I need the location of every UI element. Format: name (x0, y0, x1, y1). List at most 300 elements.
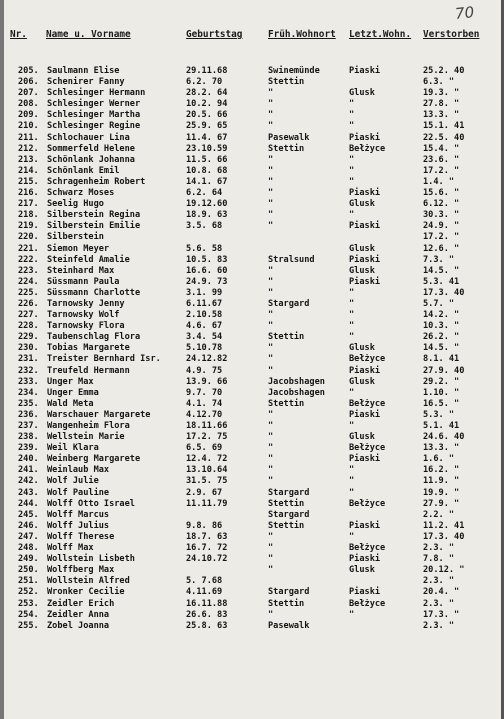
record-number: 223. (18, 265, 39, 276)
record-death-date: 2.3. " (423, 598, 455, 609)
record-last-residence: Piaski (349, 276, 381, 287)
record-number: 254. (18, 609, 39, 620)
record-number: 253. (18, 598, 39, 609)
record-death-date: 13.3. " (423, 110, 460, 121)
record-death-date: 6.3. " (423, 77, 455, 88)
record-name: Wolff Julius (47, 520, 110, 531)
record-name: Wolffberg Max (47, 565, 115, 576)
record-name: Wollstein Alfred (47, 576, 130, 587)
record-name: Weil Klara (47, 443, 99, 454)
record-death-date: 2.3. " (423, 620, 455, 631)
record-number: 243. (18, 487, 39, 498)
record-former-residence: " (268, 531, 274, 542)
record-death-date: 16.5. " (423, 398, 460, 409)
record-name: Schlesinger Regine (47, 121, 141, 132)
table-row (0, 532, 504, 543)
record-number: 239. (18, 443, 39, 454)
record-number: 219. (18, 221, 39, 232)
record-last-residence: Glusk (349, 88, 375, 99)
record-name: Steinhard Max (47, 265, 115, 276)
table-row (0, 554, 504, 565)
record-birthdate: 17.2. 75 (186, 432, 228, 443)
table-row (0, 510, 504, 521)
record-former-residence: " (268, 88, 274, 99)
record-last-residence: " (349, 332, 355, 343)
record-name: Zeidler Erich (47, 598, 115, 609)
record-death-date: 17.3. " (423, 609, 460, 620)
table-row (0, 521, 504, 532)
record-death-date: 27.8. " (423, 99, 460, 110)
record-last-residence: " (349, 165, 355, 176)
record-death-date: 5.3. " (423, 409, 455, 420)
record-death-date: 27.9. " (423, 498, 460, 509)
record-last-residence: Bełżyce (349, 498, 386, 509)
record-former-residence: " (268, 354, 274, 365)
record-name: Wald Meta (47, 398, 94, 409)
record-former-residence: " (268, 443, 274, 454)
record-birthdate: 13.10.64 (186, 465, 228, 476)
record-birthdate: 5.6. 58 (186, 243, 223, 254)
record-birthdate: 19.12.60 (186, 199, 228, 210)
record-name: Wellstein Marie (47, 432, 125, 443)
record-death-date: 1.10. " (423, 387, 460, 398)
record-number: 225. (18, 287, 39, 298)
record-last-residence: Piaski (349, 587, 381, 598)
record-birthdate: 12.4. 72 (186, 454, 228, 465)
record-name: Schönlank Johanna (47, 154, 135, 165)
record-death-date: 23.6. " (423, 154, 460, 165)
record-number: 249. (18, 554, 39, 565)
record-number: 240. (18, 454, 39, 465)
record-birthdate: 3.4. 54 (186, 332, 223, 343)
record-name: Schlochauer Lina (47, 132, 130, 143)
table-row (0, 587, 504, 598)
record-birthdate: 18.9. 63 (186, 210, 228, 221)
record-number: 244. (18, 498, 39, 509)
record-birthdate: 16.7. 72 (186, 543, 228, 554)
table-row (0, 266, 504, 277)
record-former-residence: " (268, 221, 274, 232)
record-last-residence: " (349, 154, 355, 165)
record-number: 248. (18, 543, 39, 554)
record-death-date: 29.2. " (423, 376, 460, 387)
record-number: 209. (18, 110, 39, 121)
record-birthdate: 4.1. 74 (186, 398, 223, 409)
record-death-date: 17.3. 40 (423, 531, 465, 542)
record-last-residence: Piaski (349, 520, 381, 531)
record-former-residence: Stettin (268, 332, 305, 343)
record-birthdate: 25.8. 63 (186, 620, 228, 631)
record-former-residence: " (268, 432, 274, 443)
record-last-residence: Bełżyce (349, 598, 386, 609)
record-former-residence: Stettin (268, 598, 305, 609)
table-row (0, 288, 504, 299)
record-number: 229. (18, 332, 39, 343)
record-last-residence: " (349, 176, 355, 187)
header-letzt-wohn: Letzt.Wohn. (349, 29, 412, 40)
record-former-residence: " (268, 365, 274, 376)
record-former-residence: Stettin (268, 143, 305, 154)
record-number: 213. (18, 154, 39, 165)
record-number: 246. (18, 520, 39, 531)
record-number: 205. (18, 66, 39, 76)
record-birthdate: 18.7. 63 (186, 531, 228, 542)
record-death-date: 19.3. " (423, 88, 460, 99)
record-name: Zeidler Anna (47, 609, 110, 620)
record-name: Wolff Therese (47, 531, 115, 542)
record-last-residence: " (349, 531, 355, 542)
table-row (0, 576, 504, 587)
table-row (0, 99, 504, 110)
table-row (0, 221, 504, 232)
record-last-residence: Glusk (349, 376, 375, 387)
record-name: Tarnowsky Flora (47, 321, 125, 332)
record-former-residence: " (268, 287, 274, 298)
record-birthdate: 13.9. 66 (186, 376, 228, 387)
record-last-residence: Glusk (349, 343, 375, 354)
record-name: Taubenschlag Flora (47, 332, 141, 343)
table-row (0, 188, 504, 199)
table-row (0, 366, 504, 377)
record-name: Wollstein Lisbeth (47, 554, 135, 565)
table-row (0, 299, 504, 310)
record-name: Wangenheim Flora (47, 421, 130, 431)
record-number: 222. (18, 254, 39, 265)
record-birthdate: 3.1. 99 (186, 287, 223, 298)
record-birthdate: 29.11.68 (186, 66, 228, 76)
record-last-residence: Glusk (349, 199, 375, 210)
table-row (0, 177, 504, 188)
record-death-date: 7.8. " (423, 554, 455, 565)
record-last-residence: Piaski (349, 188, 381, 199)
record-former-residence: " (268, 310, 274, 321)
record-number: 234. (18, 387, 39, 398)
record-death-date: 13.3. " (423, 443, 460, 454)
record-former-residence: Stettin (268, 77, 305, 88)
record-birthdate: 9.8. 86 (186, 520, 223, 531)
record-former-residence: " (268, 565, 274, 576)
record-number: 211. (18, 132, 39, 143)
record-name: Wronker Cecilie (47, 587, 125, 598)
record-former-residence: " (268, 121, 274, 132)
record-death-date: 22.5. 40 (423, 132, 465, 143)
record-last-residence: Piaski (349, 365, 381, 376)
record-last-residence: Bełżyce (349, 143, 386, 154)
table-row (0, 399, 504, 410)
record-last-residence: " (349, 609, 355, 620)
record-number: 216. (18, 188, 39, 199)
record-birthdate: 6.2. 70 (186, 77, 223, 88)
record-name: Silberstein Emilie (47, 221, 141, 232)
header-geburtstag: Geburtstag (186, 29, 243, 40)
table-row (0, 199, 504, 210)
record-number: 206. (18, 77, 39, 88)
record-number: 241. (18, 465, 39, 476)
record-number: 230. (18, 343, 39, 354)
record-death-date: 30.3. " (423, 210, 460, 221)
record-birthdate: 31.5. 75 (186, 476, 228, 487)
record-last-residence: " (349, 465, 355, 476)
record-name: Tarnowsky Wolf (47, 310, 120, 321)
record-number: 208. (18, 99, 39, 110)
record-former-residence: Stargard (268, 509, 310, 520)
record-former-residence: Stettin (268, 498, 305, 509)
record-last-residence: Bełżyce (349, 398, 386, 409)
record-death-date: 11.9. " (423, 476, 460, 487)
record-birthdate: 28.2. 64 (186, 88, 228, 99)
record-birthdate: 25.9. 65 (186, 121, 228, 132)
record-death-date: 7.3. " (423, 254, 455, 265)
record-death-date: 19.9. " (423, 487, 460, 498)
record-last-residence: Glusk (349, 565, 375, 576)
record-birthdate: 20.5. 66 (186, 110, 228, 121)
record-former-residence: " (268, 465, 274, 476)
record-former-residence: Pasewalk (268, 132, 310, 143)
header-verstorben: Verstorben (423, 29, 480, 40)
record-number: 242. (18, 476, 39, 487)
table-row (0, 621, 504, 632)
record-name: Wolff Marcus (47, 509, 110, 520)
record-birthdate: 11.11.79 (186, 498, 228, 509)
record-name: Sommerfeld Helene (47, 143, 135, 154)
record-death-date: 14.2. " (423, 310, 460, 321)
record-last-residence: Bełżyce (349, 443, 386, 454)
record-death-date: 17.3. 40 (423, 287, 465, 298)
record-last-residence: Piaski (349, 554, 381, 565)
record-number: 235. (18, 398, 39, 409)
record-birthdate: 6.2. 64 (186, 188, 223, 199)
record-name: Steinfeld Amalie (47, 254, 130, 265)
handwritten-page-number: 70 (454, 3, 475, 23)
record-former-residence: " (268, 99, 274, 110)
record-last-residence: " (349, 121, 355, 132)
record-birthdate: 4.12.70 (186, 409, 223, 420)
record-birthdate: 4.9. 75 (186, 365, 223, 376)
record-death-date: 1.6. " (423, 454, 455, 465)
record-number: 227. (18, 310, 39, 321)
record-name: Schenirer Fanny (47, 77, 125, 88)
record-last-residence: " (349, 476, 355, 487)
record-former-residence: " (268, 176, 274, 187)
record-former-residence: Jacobshagen (268, 387, 325, 398)
record-birthdate: 10.8. 68 (186, 165, 228, 176)
record-birthdate: 14.1. 67 (186, 176, 228, 187)
record-former-residence: Stettin (268, 520, 305, 531)
record-name: Silberstein Regina (47, 210, 141, 221)
table-row (0, 499, 504, 510)
header-nr: Nr. (10, 29, 27, 40)
record-former-residence: " (268, 321, 274, 332)
record-birthdate: 4.6. 67 (186, 321, 223, 332)
table-row (0, 443, 504, 454)
record-name: Saulmann Elise (47, 66, 120, 76)
record-number: 218. (18, 210, 39, 221)
record-name: Süssmann Charlotte (47, 287, 141, 298)
record-name: Wolf Julie (47, 476, 99, 487)
record-former-residence: " (268, 188, 274, 199)
record-birthdate: 11.4. 67 (186, 132, 228, 143)
record-former-residence: " (268, 543, 274, 554)
record-name: Zobel Joanna (47, 620, 110, 631)
record-birthdate: 24.12.82 (186, 354, 228, 365)
record-birthdate: 10.5. 83 (186, 254, 228, 265)
record-birthdate: 6.5. 69 (186, 443, 223, 454)
record-death-date: 24.9. " (423, 221, 460, 232)
record-death-date: 11.2. 41 (423, 520, 465, 531)
record-death-date: 2.3. " (423, 543, 455, 554)
table-row (0, 121, 504, 132)
record-name: Siemon Meyer (47, 243, 110, 254)
record-last-residence: Piaski (349, 409, 381, 420)
table-row (0, 210, 504, 221)
record-number: 247. (18, 531, 39, 542)
record-birthdate: 6.11.67 (186, 298, 223, 309)
record-former-residence: " (268, 409, 274, 420)
record-death-date: 12.6. " (423, 243, 460, 254)
record-number: 207. (18, 88, 39, 99)
record-last-residence: Piaski (349, 454, 381, 465)
record-last-residence: Piaski (349, 132, 381, 143)
table-row (0, 543, 504, 554)
record-number: 214. (18, 165, 39, 176)
table-row (0, 421, 504, 432)
record-number: 251. (18, 576, 39, 587)
record-former-residence: " (268, 276, 274, 287)
record-birthdate: 5.10.78 (186, 343, 223, 354)
record-birthdate: 16.6. 60 (186, 265, 228, 276)
header-name: Name u. Vorname (46, 29, 131, 40)
record-birthdate: 9.7. 70 (186, 387, 223, 398)
record-birthdate: 4.11.69 (186, 587, 223, 598)
record-name: Silberstein (47, 232, 104, 243)
table-row (0, 610, 504, 621)
record-death-date: 16.2. " (423, 465, 460, 476)
record-name: Wolf Pauline (47, 487, 110, 498)
record-birthdate: 24.9. 73 (186, 276, 228, 287)
record-former-residence: Swinemünde (268, 66, 320, 76)
table-row (0, 110, 504, 121)
table-row (0, 232, 504, 243)
record-number: 238. (18, 432, 39, 443)
record-last-residence: " (349, 421, 355, 431)
record-former-residence: " (268, 454, 274, 465)
table-row (0, 155, 504, 166)
record-last-residence: Glusk (349, 432, 375, 443)
record-former-residence: " (268, 154, 274, 165)
record-former-residence: " (268, 609, 274, 620)
record-number: 255. (18, 620, 39, 631)
record-birthdate: 18.11.66 (186, 421, 228, 431)
record-death-date: 26.2. " (423, 332, 460, 343)
record-birthdate: 23.10.59 (186, 143, 228, 154)
record-number: 226. (18, 298, 39, 309)
record-number: 237. (18, 421, 39, 431)
record-number: 224. (18, 276, 39, 287)
record-death-date: 25.2. 40 (423, 66, 465, 76)
record-last-residence: Piaski (349, 221, 381, 232)
table-row (0, 310, 504, 321)
record-name: Wolff Max (47, 543, 94, 554)
record-former-residence: Stettin (268, 398, 305, 409)
record-former-residence: " (268, 421, 274, 431)
record-death-date: 15.6. " (423, 188, 460, 199)
record-former-residence: " (268, 165, 274, 176)
header-frueh-wohnort: Früh.Wohnort (268, 29, 336, 40)
record-last-residence: Bełżyce (349, 543, 386, 554)
record-birthdate: 3.5. 68 (186, 221, 223, 232)
record-name: Schlesinger Martha (47, 110, 141, 121)
record-number: 210. (18, 121, 39, 132)
record-birthdate: 16.11.88 (186, 598, 228, 609)
record-name: Tobias Margarete (47, 343, 130, 354)
record-death-date: 5.3. 41 (423, 276, 460, 287)
record-death-date: 14.5. " (423, 265, 460, 276)
record-death-date: 24.6. 40 (423, 432, 465, 443)
record-name: Schlesinger Hermann (47, 88, 146, 99)
record-former-residence: " (268, 343, 274, 354)
record-death-date: 15.4. " (423, 143, 460, 154)
record-number: 233. (18, 376, 39, 387)
record-death-date: 6.12. " (423, 199, 460, 210)
table-row (0, 321, 504, 332)
record-name: Unger Max (47, 376, 94, 387)
record-death-date: 5.1. 41 (423, 421, 460, 431)
record-name: Unger Emma (47, 387, 99, 398)
record-name: Weinberg Margarete (47, 454, 141, 465)
table-row (0, 77, 504, 88)
record-former-residence: " (268, 554, 274, 565)
record-name: Süssmann Paula (47, 276, 120, 287)
table-row (0, 465, 504, 476)
record-last-residence: " (349, 298, 355, 309)
record-number: 231. (18, 354, 39, 365)
record-name: Warschauer Margarete (47, 409, 151, 420)
record-number: 215. (18, 176, 39, 187)
record-death-date: 20.4. " (423, 587, 460, 598)
record-name: Schragenheim Robert (47, 176, 146, 187)
record-number: 221. (18, 243, 39, 254)
table-row (0, 599, 504, 610)
record-death-date: 8.1. 41 (423, 354, 460, 365)
record-former-residence: Jacobshagen (268, 376, 325, 387)
table-row (0, 565, 504, 576)
table-row (0, 343, 504, 354)
record-number: 228. (18, 321, 39, 332)
record-last-residence: Glusk (349, 243, 375, 254)
record-death-date: 27.9. 40 (423, 365, 465, 376)
record-former-residence: " (268, 265, 274, 276)
record-number: 217. (18, 199, 39, 210)
table-row (0, 66, 504, 77)
record-death-date: 1.4. " (423, 176, 455, 187)
record-name: Schönlank Emil (47, 165, 120, 176)
record-last-residence: Glusk (349, 265, 375, 276)
record-last-residence: " (349, 310, 355, 321)
record-last-residence: " (349, 110, 355, 121)
record-last-residence: Piaski (349, 254, 381, 265)
table-row (0, 476, 504, 487)
record-birthdate: 5. 7.68 (186, 576, 223, 587)
record-last-residence: " (349, 210, 355, 221)
record-former-residence: Stargard (268, 298, 310, 309)
record-birthdate: 26.6. 83 (186, 609, 228, 620)
record-number: 236. (18, 409, 39, 420)
record-name: Schwarz Moses (47, 188, 115, 199)
table-row (0, 255, 504, 266)
table-row (0, 388, 504, 399)
record-last-residence: " (349, 387, 355, 398)
record-former-residence: Stralsund (268, 254, 315, 265)
